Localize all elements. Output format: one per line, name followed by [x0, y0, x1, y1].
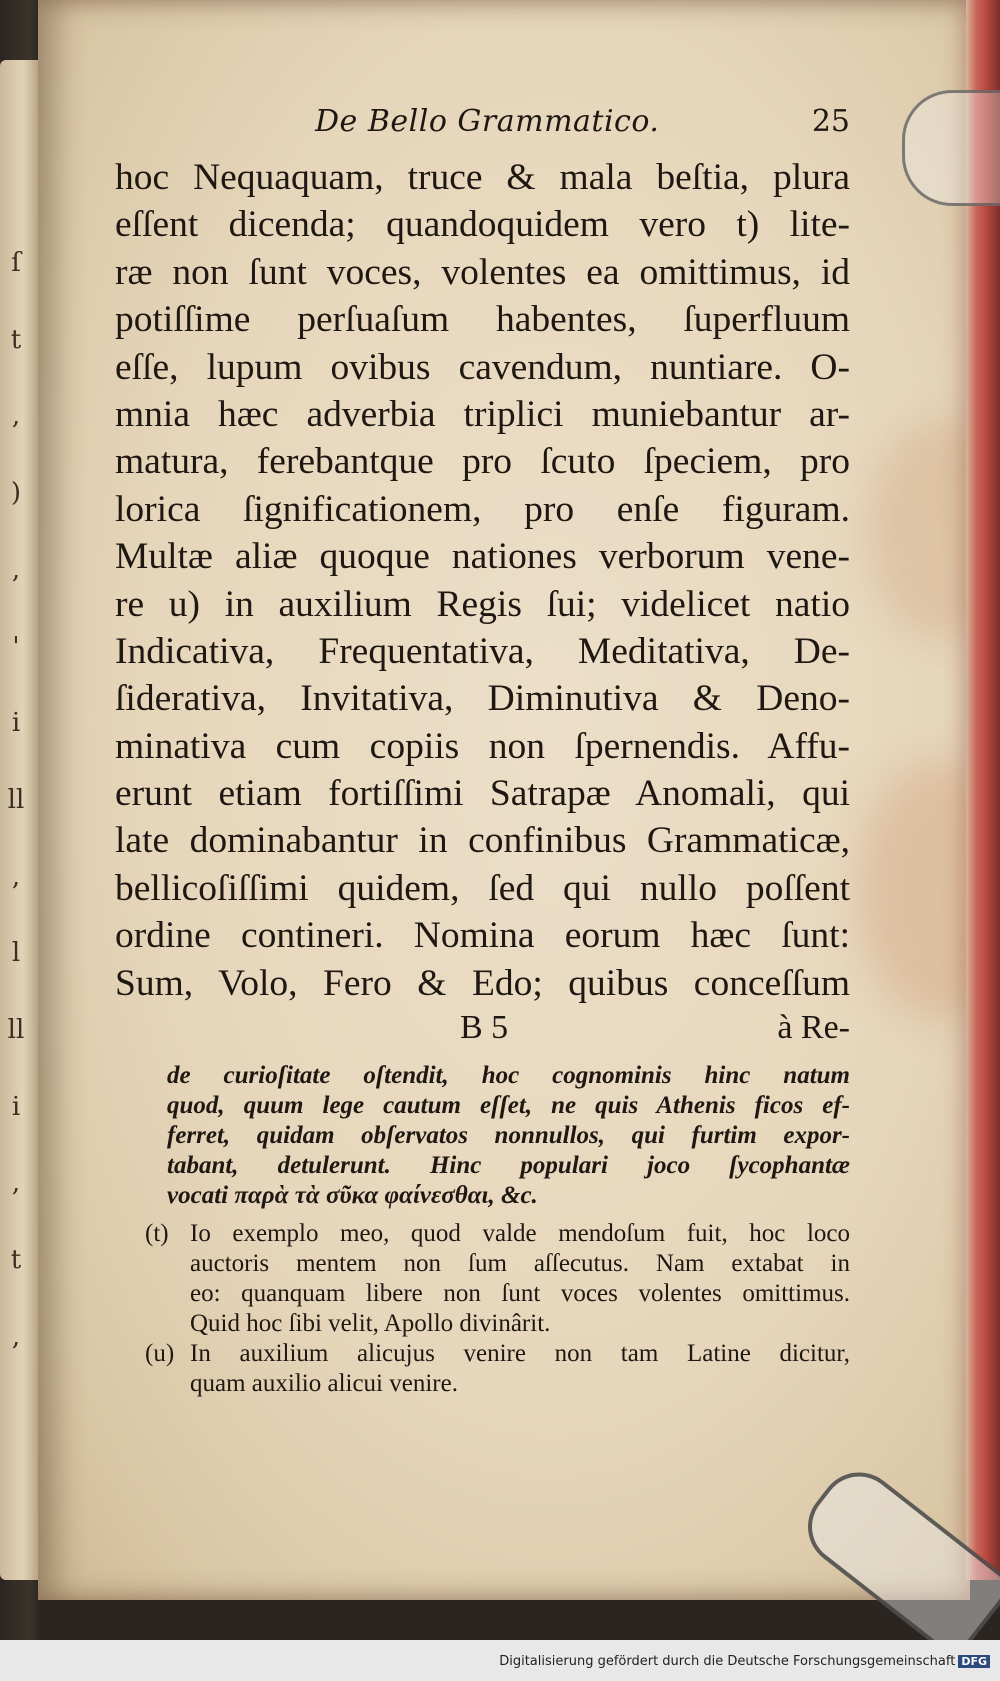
margin-mark: ſ: [11, 248, 21, 278]
text-line: matura, ferebantque pro ſcuto ſpeciem, pro: [115, 441, 850, 483]
margin-mark: ): [10, 478, 22, 509]
text-line: late dominabantur in confinibus Grammaticæ,: [115, 820, 850, 862]
text-line: erunt etiam fortiſſimi Satrapæ Anomali, qui: [115, 773, 850, 815]
glass-page-clip-top: [902, 90, 1000, 206]
footnote-text: Io exemplo meo, quod valde mendoſum fuit, hoc loco: [190, 1220, 850, 1248]
text-line: lorica ſignificationem, pro enſe figuram.: [115, 488, 850, 530]
dfg-logo: DFG: [958, 1655, 990, 1668]
footnote-text: auctoris mentem non ſum aſſecutus. Nam extabat in: [190, 1250, 850, 1278]
running-head: [115, 100, 850, 152]
margin-mark: l: [11, 938, 21, 969]
footnote-marker: (t): [145, 1220, 169, 1248]
margin-mark: ll: [7, 1015, 25, 1046]
text-line: potiſſime perſuaſum habentes, ſuperfluum: [115, 299, 850, 341]
text-line: eſſent dicenda; quandoquidem vero t) lite-: [115, 204, 850, 246]
footnote-line: ferret, quidam obſervatos nonnullos, qui furtim expor-: [167, 1122, 850, 1150]
margin-mark: ,: [11, 401, 21, 432]
text-line: minativa cum copiis non ſpernendis. Affu-: [115, 725, 850, 767]
footnote-line: quod, quum lege cautum eſſet, ne quis Athenis ficos ef-: [167, 1092, 850, 1120]
footer-credit: [499, 1654, 990, 1669]
page-number: 25: [811, 104, 850, 139]
margin-mark: ,: [11, 1321, 21, 1352]
margin-mark: ,: [11, 554, 21, 585]
margin-mark: ,: [11, 1168, 21, 1199]
footnote-text: eo: quanquam libere non ſunt voces volentes omittimus.: [190, 1280, 850, 1308]
footnote-line: tabant, detulerunt. Hinc populari joco ſycophantæ: [167, 1152, 850, 1180]
footnote-line: [115, 1339, 850, 1369]
text-block: [115, 100, 850, 1399]
margin-mark: ll: [7, 784, 25, 815]
text-line: re u) in auxilium Regis ſui; videlicet natio: [115, 583, 850, 625]
main-text: [115, 154, 850, 1007]
margin-mark: i: [11, 1091, 21, 1122]
catchword: à Re-: [777, 1009, 850, 1047]
footnote-text: In auxilium alicujus venire non tam Latine dicitur,: [190, 1340, 850, 1368]
margin-mark: t: [10, 324, 22, 355]
text-line: ſiderativa, Invitativa, Diminutiva & Deno-: [115, 678, 850, 720]
text-line: bellicoſiſſimi quidem, ſed qui nullo poſſent: [115, 867, 850, 909]
signature-mark: B 5: [460, 1009, 509, 1047]
margin-mark: ': [12, 631, 20, 662]
text-line: mnia hæc adverbia triplici muniebantur ar-: [115, 393, 850, 435]
footnote-continuation: [167, 1061, 850, 1211]
footnote-line: vocati παρὰ τὰ σῦκα φαίνεσθαι, &c.: [167, 1182, 538, 1210]
footnote-line: [115, 1309, 850, 1339]
text-line: eſſe, lupum ovibus cavendum, nuntiare. O-: [115, 346, 850, 388]
footnote-marker: (u): [145, 1340, 175, 1368]
footnote-text: quam auxilio alicui venire.: [190, 1370, 458, 1398]
footnote-line: [115, 1249, 850, 1279]
text-line: ræ non ſunt voces, volentes ea omittimus, id: [115, 251, 850, 293]
margin-mark: t: [10, 1245, 22, 1276]
footnote-line: [115, 1219, 850, 1249]
margin-mark: ,: [11, 861, 21, 892]
footer-credit-text: Digitalisierung gefördert durch die Deutsche Forschungsgemeinschaft: [499, 1654, 956, 1669]
footer-bar: [0, 1640, 1000, 1681]
text-line: Sum, Volo, Fero & Edo; quibus conceſſum: [115, 962, 850, 1004]
footnote: [115, 1339, 850, 1399]
footnote-text: Quid hoc ſibi velit, Apollo divinârit.: [190, 1310, 551, 1338]
footnote: [115, 1219, 850, 1339]
catch-line: [115, 1007, 850, 1051]
footnote-line: [115, 1369, 850, 1399]
text-line: ordine contineri. Nomina eorum hæc ſunt:: [115, 915, 850, 957]
text-line: hoc Nequaquam, truce & mala beſtia, plura: [115, 157, 850, 198]
left-page-edge: [0, 60, 38, 1580]
red-page-edge: [966, 0, 1000, 1580]
footnote-line: de curioſitate oſtendit, hoc cognominis hinc natum: [167, 1062, 850, 1090]
text-line: Indicativa, Frequentativa, Meditativa, De-: [115, 630, 850, 672]
margin-mark: i: [11, 708, 21, 739]
left-margin-marks: [4, 250, 28, 1350]
footnote-line: [115, 1279, 850, 1309]
running-title: De Bello Grammatico.: [315, 104, 660, 139]
footnotes: [115, 1219, 850, 1399]
text-line: Multæ aliæ quoque nationes verborum vene-: [115, 536, 850, 578]
